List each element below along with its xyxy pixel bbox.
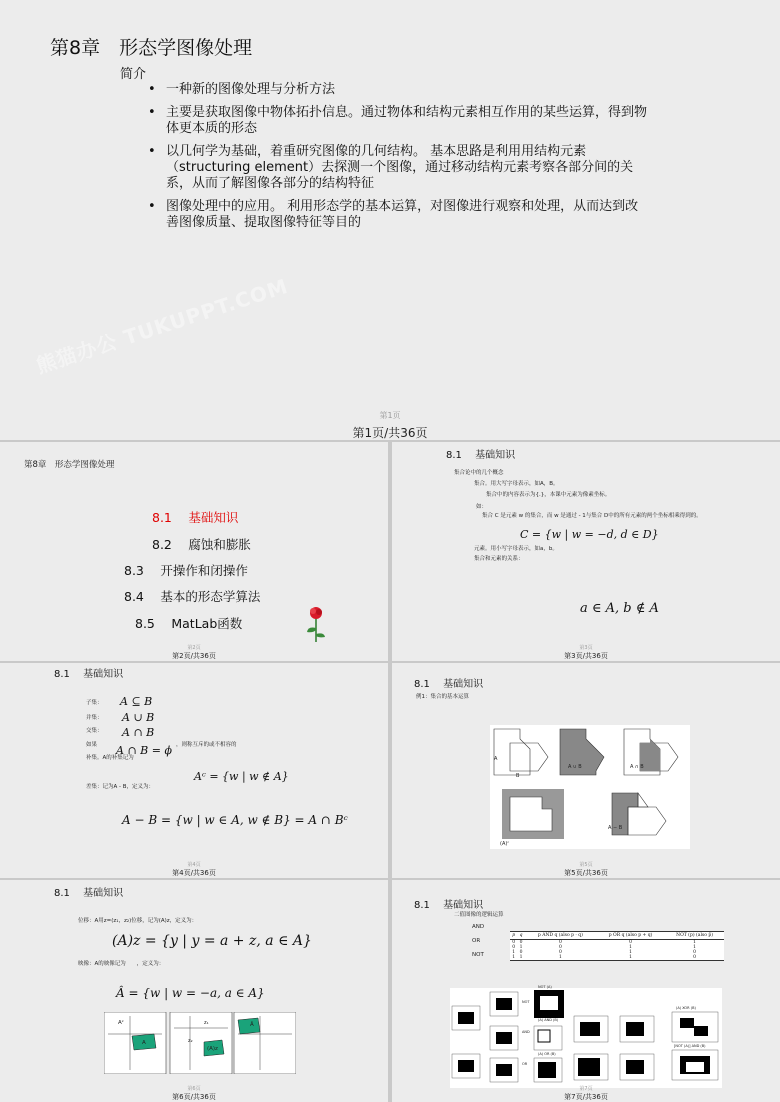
shape-reflected [238,1018,260,1034]
formula-membership: a ∈ A, b ∉ A [580,601,659,616]
slide-3-line: 集合中的内容表示为{.}，本课中元素为像素坐标。 [486,492,611,498]
slide-1-subtitle: 简介 [120,67,147,82]
fig-label-az: Aᶻ [118,1020,124,1026]
toc-item-8-4[interactable]: 8.4 基本的形态学算法 [124,589,261,604]
page-label: 第2页/共36页 [172,652,216,660]
fig-label-union: A ∪ B [568,764,582,770]
op-or: OR [472,938,481,944]
slide-3 [392,442,780,661]
page-number-small: 第3页 [579,645,593,651]
logic-ops-line: 二值图像的逻辑运算 [454,912,504,918]
fig-label-az-shape: (A)z [207,1046,218,1052]
cell: 0 [519,940,523,945]
cell: 0 [693,955,696,960]
page-number-small: 第4页 [187,862,201,868]
cell: 0 [519,950,523,955]
formula-subset: A ⊆ B [120,695,153,708]
page-label: 第1页/共36页 [352,426,428,440]
slide-2 [0,442,388,661]
header-cell: p [512,933,516,938]
slide-4-title: 8.1 基础知识 [54,669,124,680]
cell: 1 [629,945,632,950]
cell: 1 [519,955,523,960]
formula-intersection: A ∩ B [122,726,155,739]
translation-line: 位移：A用z=(z₁，z₂)位移，记为(A)z，定义为： [78,918,198,924]
bullet-item: • 一种新的图像处理与分析方法 [148,82,648,98]
cell: 1 [629,950,632,955]
header-cell: p OR q (also p + q) [608,933,653,938]
page-label: 第6页/共36页 [172,1093,216,1101]
example-label: 例1：集合的基本运算 [416,694,469,700]
cell: 0 [629,940,632,945]
table-row [510,955,724,961]
cell: 0 [558,950,562,955]
page-number-small: 第2页 [187,645,201,651]
fig-label-b: B [516,773,520,779]
slide-6-title: 8.1 基础知识 [54,888,124,899]
fig-label-a-or-b: (A) OR (B) [538,1052,556,1056]
bullet-item: • 主要是获取图像中物体拓扑信息。通过物体和结构元素相互作用的某些运算，得到物体更本质的形态 [148,105,648,137]
bullet-item: • 图像处理中的应用。 利用形态学的基本运算，对图像进行观察和处理，从而达到改善图像质量、提取图像特征等目的 [148,199,648,231]
toc-item-8-2[interactable]: 8.2 腐蚀和膨胀 [152,537,251,552]
page-label: 第3页/共36页 [564,652,608,660]
formula-c: C = {w | w = −d, d ∈ D} [520,528,659,541]
formula-complement: Aᶜ = {w | w ∉ A} [194,770,289,783]
page-number-small: 第6页 [187,1086,201,1092]
label-subset: 子集： [86,700,103,706]
page-label: 第4页/共36页 [172,869,216,877]
slide-3-line: 如： [476,504,488,510]
toc-item-8-5[interactable]: 8.5 MatLab函数 [135,616,243,631]
header-cell: p AND q (also p · q) [537,933,583,938]
label-union: 并集： [86,715,103,721]
fig-label-or: OR [522,1062,528,1066]
toc-item-8-3[interactable]: 8.3 开操作和闭操作 [124,563,248,578]
fig-label-difference: A − B [608,825,623,831]
label-difference: 差集：记为A - B，定义为： [86,784,155,790]
cell: 1 [512,950,516,955]
formula-difference: A − B = {w | w ∈ A, w ∉ B} = A ∩ Bᶜ [122,813,348,827]
header-cell: NOT (p) (also p̄) [676,933,713,938]
slide-6 [0,880,388,1102]
slide-3-line: 集合。用大写字母表示，如A，B。 [474,481,559,487]
formula-union: A ∪ B [122,711,155,724]
cell: 0 [558,940,562,945]
label-complement: 补集。A的补集记为 [86,755,134,761]
translation-reflection-figure [104,1012,296,1074]
bullet-item: • 以几何学为基础，着重研究图像的几何结构。 基本思路是利用用结构元素（structuring element）去探测一个图像，通过移动结构元素考察各部分间的关系，从而了解图像各部分的结构特征 [148,144,648,192]
set-operations-figure [490,725,690,849]
formula-empty: A ∩ B = ϕ [116,744,172,757]
fig-label-a: A [494,756,498,762]
fig-label-z2: z₂ [188,1038,193,1044]
formula-reflection: Â = {w | w = −a, a ∈ A} [116,986,265,1000]
label-intersection: 交集： [86,728,103,734]
cell: 0 [558,945,562,950]
slide-3-line: 元素。用小写字母表示，如a，b。 [474,546,558,552]
fig-label-a: A [142,1040,146,1046]
truth-table [510,931,724,961]
fig-label-not: NOT [522,1000,530,1004]
slide-7-title: 8.1 基础知识 [414,900,484,911]
fig-label-ahat: Â [250,1022,254,1028]
slide-3-title: 8.1 基础知识 [446,450,516,461]
cell: 1 [558,955,562,960]
fig-label-a-xor-b: (A) XOR (B) [676,1006,696,1010]
fig-label-z1: z₁ [204,1020,209,1026]
rose-icon [302,604,330,644]
cell: 0 [693,950,696,955]
cell: 1 [693,945,696,950]
fig-label-not-a: NOT (A) [538,985,552,989]
slide-7 [392,880,780,1102]
cell: 0 [512,945,516,950]
fig-label-not-a-and-b: [NOT (A)] AND (B) [674,1044,706,1048]
cell: 1 [693,940,696,945]
toc-item-8-1[interactable]: 8.1 基础知识 [152,510,239,525]
fig-label-a-and-b: (A) AND (B) [538,1018,559,1022]
label-if: 如果 [86,742,98,748]
fig-label-intersection: A ∩ B [630,764,644,770]
cell: 1 [512,955,516,960]
cell: 1 [519,945,523,950]
watermark: 熊猫办公 TUKUPPT.COM [33,273,292,379]
slide-1-title: 第8章 形态学图像处理 [50,37,253,59]
page-number-small: 第5页 [579,862,593,868]
slide-3-line: 集合论中的几个概念 [454,470,504,476]
page-number-small: 第7页 [579,1086,593,1092]
slide-5 [392,663,780,878]
slide-1-bullets [148,82,648,231]
op-not: NOT [472,952,484,958]
cell: 0 [512,940,516,945]
header-cell: q [519,933,523,938]
slide-3-line: 集合 C 是元素 w 的集合，而 w 是通过 - 1与集合 D中的所有元素的两个坐标相乘得到的。 [482,513,702,519]
slide-3-line: 集合和元素的关系： [474,556,524,562]
slide-2-title: 第8章 形态学图像处理 [24,460,115,470]
page-label: 第7页/共36页 [564,1093,608,1101]
slide-5-title: 8.1 基础知识 [414,679,484,690]
label-disjoint: ，则称互斥的或不相容的 [176,742,237,748]
page-label: 第5页/共36页 [564,869,608,877]
slide-1 [0,0,780,440]
cell: 1 [629,955,632,960]
fig-label-complement: (A)ᶜ [500,841,510,847]
truth-table-header [510,932,724,940]
formula-translation: (A)z = {y | y = a + z, a ∈ A} [112,933,312,949]
page-number-small: 第1页 [379,411,401,420]
binary-logic-figure [450,988,722,1088]
slide-4 [0,663,388,878]
fig-label-and: AND [522,1030,530,1034]
reflection-line: 映像：A的映像记为 ，定义为： [78,961,165,967]
op-and: AND [472,924,485,930]
